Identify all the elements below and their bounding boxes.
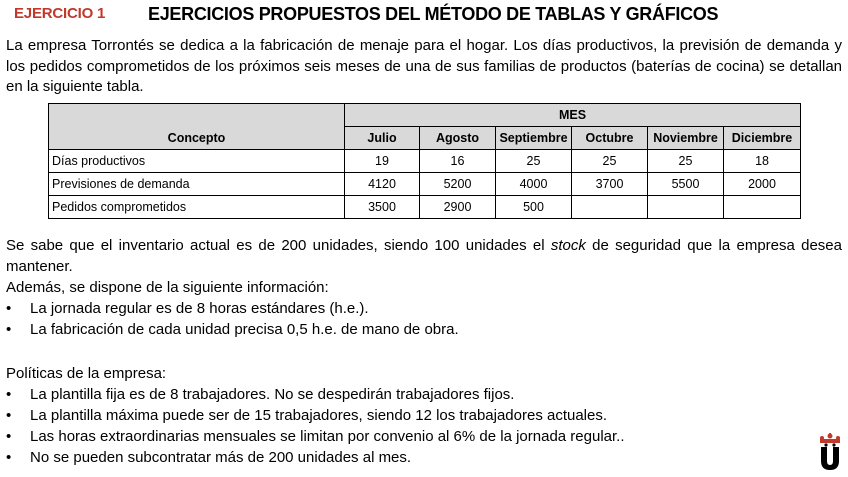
table-cell: 16 <box>420 150 496 173</box>
bullet-icon: • <box>6 449 12 466</box>
list-item <box>6 385 514 405</box>
list-item <box>6 406 607 426</box>
table-cell <box>724 196 801 219</box>
stock-text-after: de seguridad que la empresa desea mantener. <box>6 237 842 275</box>
table-cell: 5500 <box>648 173 724 196</box>
table-cell: 500 <box>496 196 572 219</box>
stock-paragraph <box>6 236 842 277</box>
policies-title: Políticas de la empresa: <box>6 365 167 382</box>
list-item-text: La fabricación de cada unidad precisa 0,5 h.e. de mano de obra. <box>30 321 459 338</box>
table-cell: 25 <box>496 150 572 173</box>
table-cell: 18 <box>724 150 801 173</box>
table-row <box>49 196 801 219</box>
table-month-header: Noviembre <box>648 127 724 150</box>
table-row <box>49 150 801 173</box>
header <box>14 4 838 26</box>
table-cell: 3500 <box>345 196 420 219</box>
bullet-icon: • <box>6 386 12 403</box>
page-title: EJERCICIOS PROPUESTOS DEL MÉTODO DE TABLAS Y GRÁFICOS <box>148 4 719 24</box>
demand-table <box>48 103 801 219</box>
table-month-header: Octubre <box>572 127 648 150</box>
list-item-text: La jornada regular es de 8 horas estándares (h.e.). <box>30 300 369 317</box>
table-month-header: Diciembre <box>724 127 801 150</box>
list-item-text: No se pueden subcontratar más de 200 unidades al mes. <box>30 449 412 466</box>
list-item-text: La plantilla fija es de 8 trabajadores. No se despedirán trabajadores fijos. <box>30 386 515 403</box>
bullet-icon: • <box>6 321 12 338</box>
table-cell: 3700 <box>572 173 648 196</box>
table-row-label: Pedidos comprometidos <box>49 196 345 219</box>
stock-text-before: Se sabe que el inventario actual es de 200 unidades, siendo 100 unidades el <box>6 237 551 254</box>
table-cell <box>648 196 724 219</box>
list-item <box>6 448 411 468</box>
table-row-label: Días productivos <box>49 150 345 173</box>
exercise-label: EJERCICIO 1 <box>14 5 106 22</box>
table-row-label: Previsiones de demanda <box>49 173 345 196</box>
list-item <box>6 427 625 447</box>
info-intro: Además, se dispone de la siguiente información: <box>6 279 329 296</box>
table-cell: 5200 <box>420 173 496 196</box>
list-item-text: La plantilla máxima puede ser de 15 trabajadores, siendo 12 los trabajadores actuales. <box>30 407 608 424</box>
table-concept-header: Concepto <box>49 127 345 150</box>
table-group-header-row <box>49 104 801 127</box>
table-mes-header: MES <box>345 104 801 127</box>
university-logo-icon <box>818 433 842 471</box>
list-item <box>6 299 369 319</box>
bullet-icon: • <box>6 428 12 445</box>
table-blank-cell <box>49 104 345 127</box>
bullet-icon: • <box>6 300 12 317</box>
table-cell <box>572 196 648 219</box>
table-cell: 4120 <box>345 173 420 196</box>
table-month-header: Septiembre <box>496 127 572 150</box>
table-cell: 25 <box>648 150 724 173</box>
table-cell: 19 <box>345 150 420 173</box>
bullet-icon: • <box>6 407 12 424</box>
table-header-row <box>49 127 801 150</box>
intro-paragraph: La empresa Torrontés se dedica a la fabricación de menaje para el hogar. Los días productivos, la previsión de demanda y los pedidos comprometidos de los próximos seis meses de una de sus familias de productos (baterías de cocina) se detallan en la siguiente tabla. <box>6 37 842 95</box>
table-cell: 25 <box>572 150 648 173</box>
list-item <box>6 320 459 340</box>
list-item-text: Las horas extraordinarias mensuales se limitan por convenio al 6% de la jornada regular.. <box>30 428 625 445</box>
table-cell: 4000 <box>496 173 572 196</box>
table-cell: 2000 <box>724 173 801 196</box>
table-month-header: Agosto <box>420 127 496 150</box>
stock-term: stock <box>550 237 586 254</box>
table-row <box>49 173 801 196</box>
table-month-header: Julio <box>345 127 420 150</box>
table-cell: 2900 <box>420 196 496 219</box>
